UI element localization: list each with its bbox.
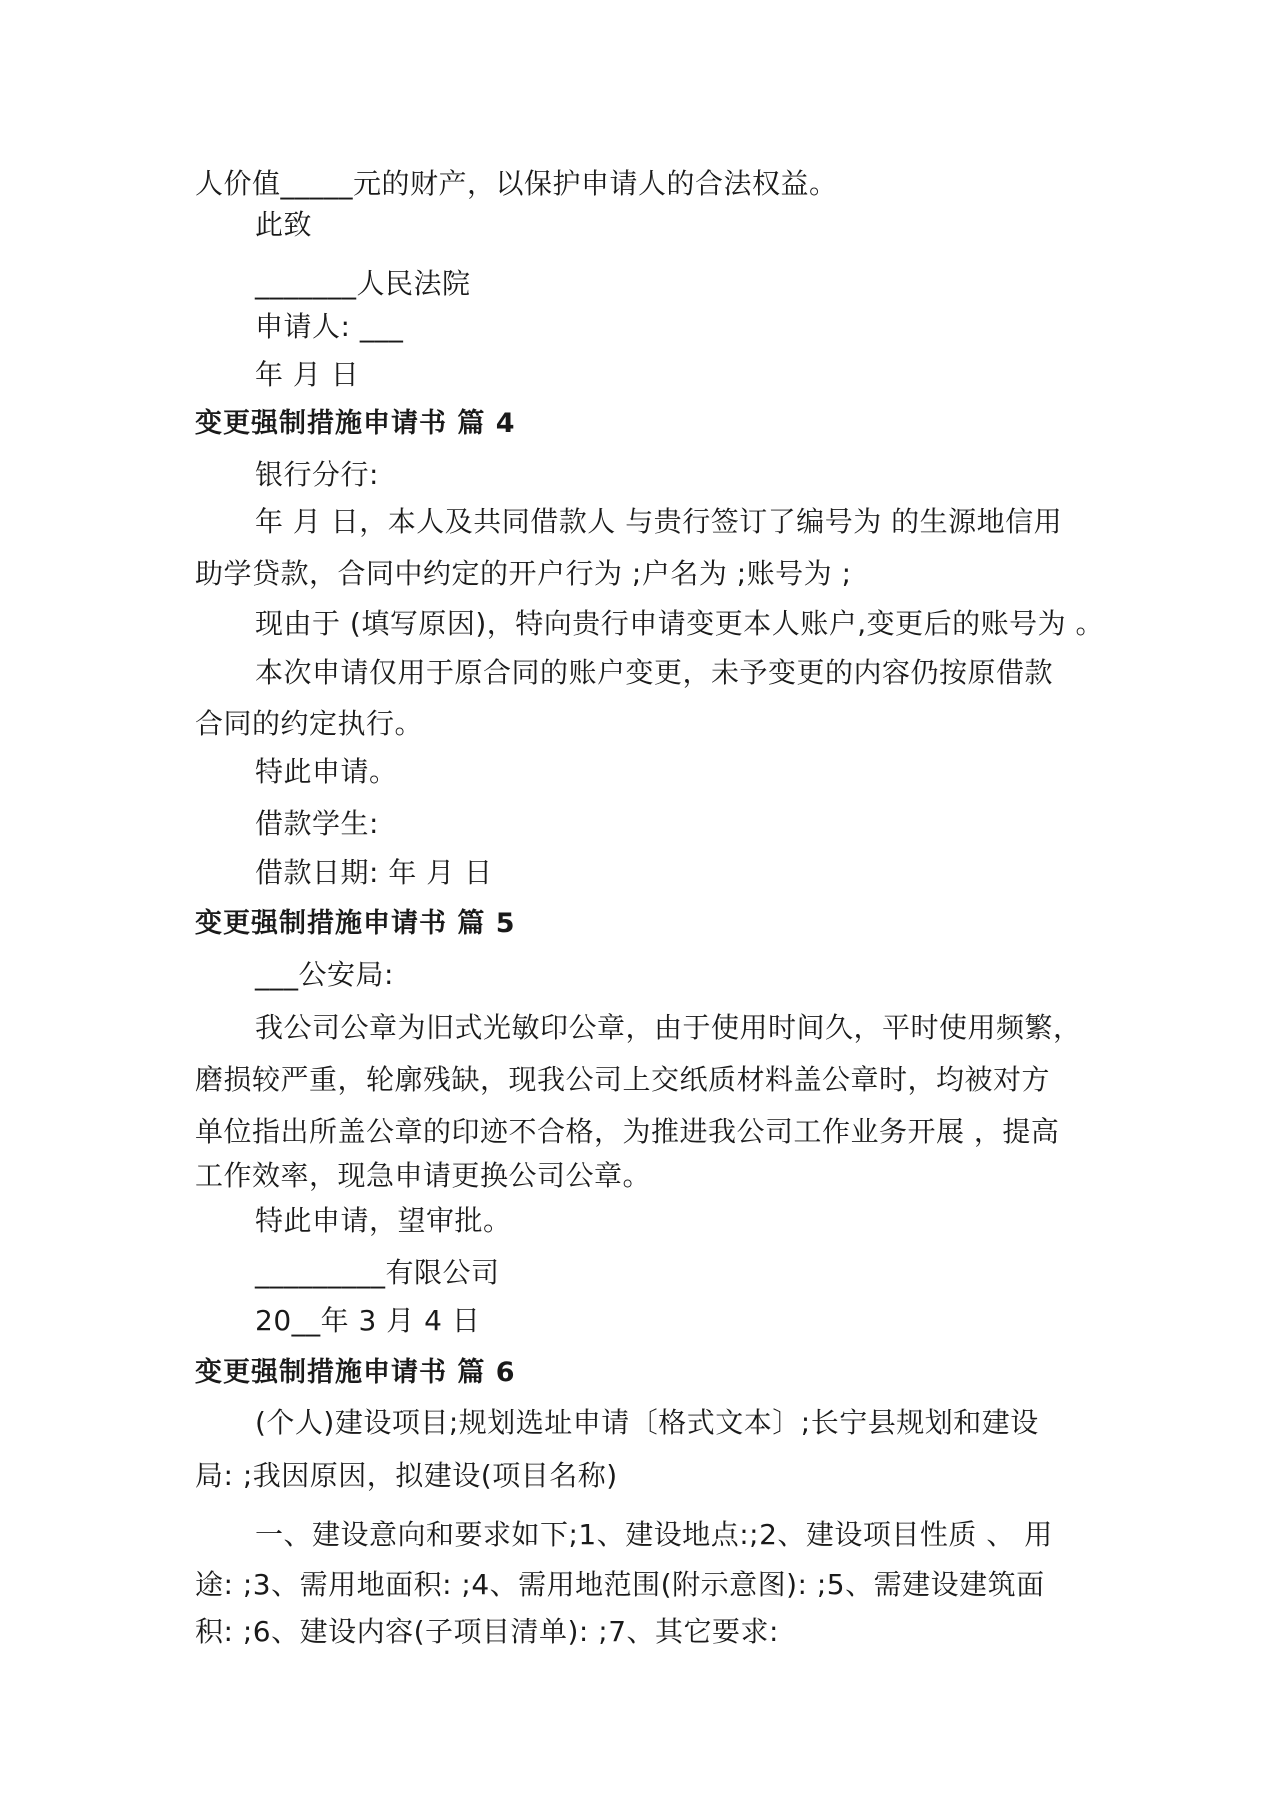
company-line: _________有限公司 <box>255 1256 500 1289</box>
paragraph-line: 我公司公章为旧式光敏印公章，由于使用时间久，平时使用频繁， <box>255 1011 1082 1044</box>
paragraph-line: 年 月 日，本人及共同借款人 与贵行签订了编号为 的生源地信用 <box>255 505 1063 538</box>
paragraph-line: ___公安局: <box>255 958 394 991</box>
paragraph-line: 一、建设意向和要求如下;1、建设地点:;2、建设项目性质 、 用 <box>255 1518 1053 1551</box>
paragraph-line: 工作效率，现急申请更换公司公章。 <box>195 1159 652 1192</box>
paragraph-line: 现由于 (填写原因)，特向贵行申请变更本人账户,变更后的账号为 。 <box>255 607 1105 640</box>
paragraph-line: 银行分行: <box>255 458 379 491</box>
paragraph-line: (个人)建设项目;规划选址申请〔格式文本〕;长宁县规划和建设 <box>255 1406 1039 1439</box>
paragraph-line: 特此申请。 <box>255 755 398 788</box>
salutation: 此致 <box>255 208 313 241</box>
date-line: 20__年 3 月 4 日 <box>255 1304 481 1337</box>
paragraph-line: 特此申请，望审批。 <box>255 1204 512 1237</box>
section-heading: 变更强制措施申请书 篇 5 <box>195 908 516 939</box>
paragraph-line: 合同的约定执行。 <box>195 707 424 740</box>
paragraph-line: 积: ;6、建设内容(子项目清单): ;7、其它要求: <box>195 1615 779 1648</box>
date-line: 借款日期: 年 月 日 <box>255 856 493 889</box>
paragraph-line: 单位指出所盖公章的印迹不合格，为推进我公司工作业务开展 ，提高 <box>195 1115 1060 1148</box>
section-heading: 变更强制措施申请书 篇 4 <box>195 408 516 439</box>
section-heading: 变更强制措施申请书 篇 6 <box>195 1357 516 1388</box>
paragraph-line: 途: ;3、需用地面积: ;4、需用地范围(附示意图): ;5、需建设建筑面 <box>195 1568 1045 1601</box>
recipient-court: _______人民法院 <box>255 267 471 300</box>
paragraph-line: 助学贷款，合同中约定的开户行为 ;户名为 ;账号为 ; <box>195 557 852 590</box>
paragraph-line: 磨损较严重，轮廓残缺，现我公司上交纸质材料盖公章时，均被对方 <box>195 1063 1051 1096</box>
applicant-line: 申请人: ___ <box>255 310 404 343</box>
paragraph-line: 借款学生: <box>255 807 379 840</box>
paragraph-line: 人价值_____元的财产，以保护申请人的合法权益。 <box>195 167 838 200</box>
date-line: 年 月 日 <box>255 358 360 391</box>
paragraph-line: 局: ;我因原因，拟建设(项目名称) <box>195 1459 618 1492</box>
paragraph-line: 本次申请仅用于原合同的账户变更，未予变更的内容仍按原借款 <box>255 656 1054 689</box>
